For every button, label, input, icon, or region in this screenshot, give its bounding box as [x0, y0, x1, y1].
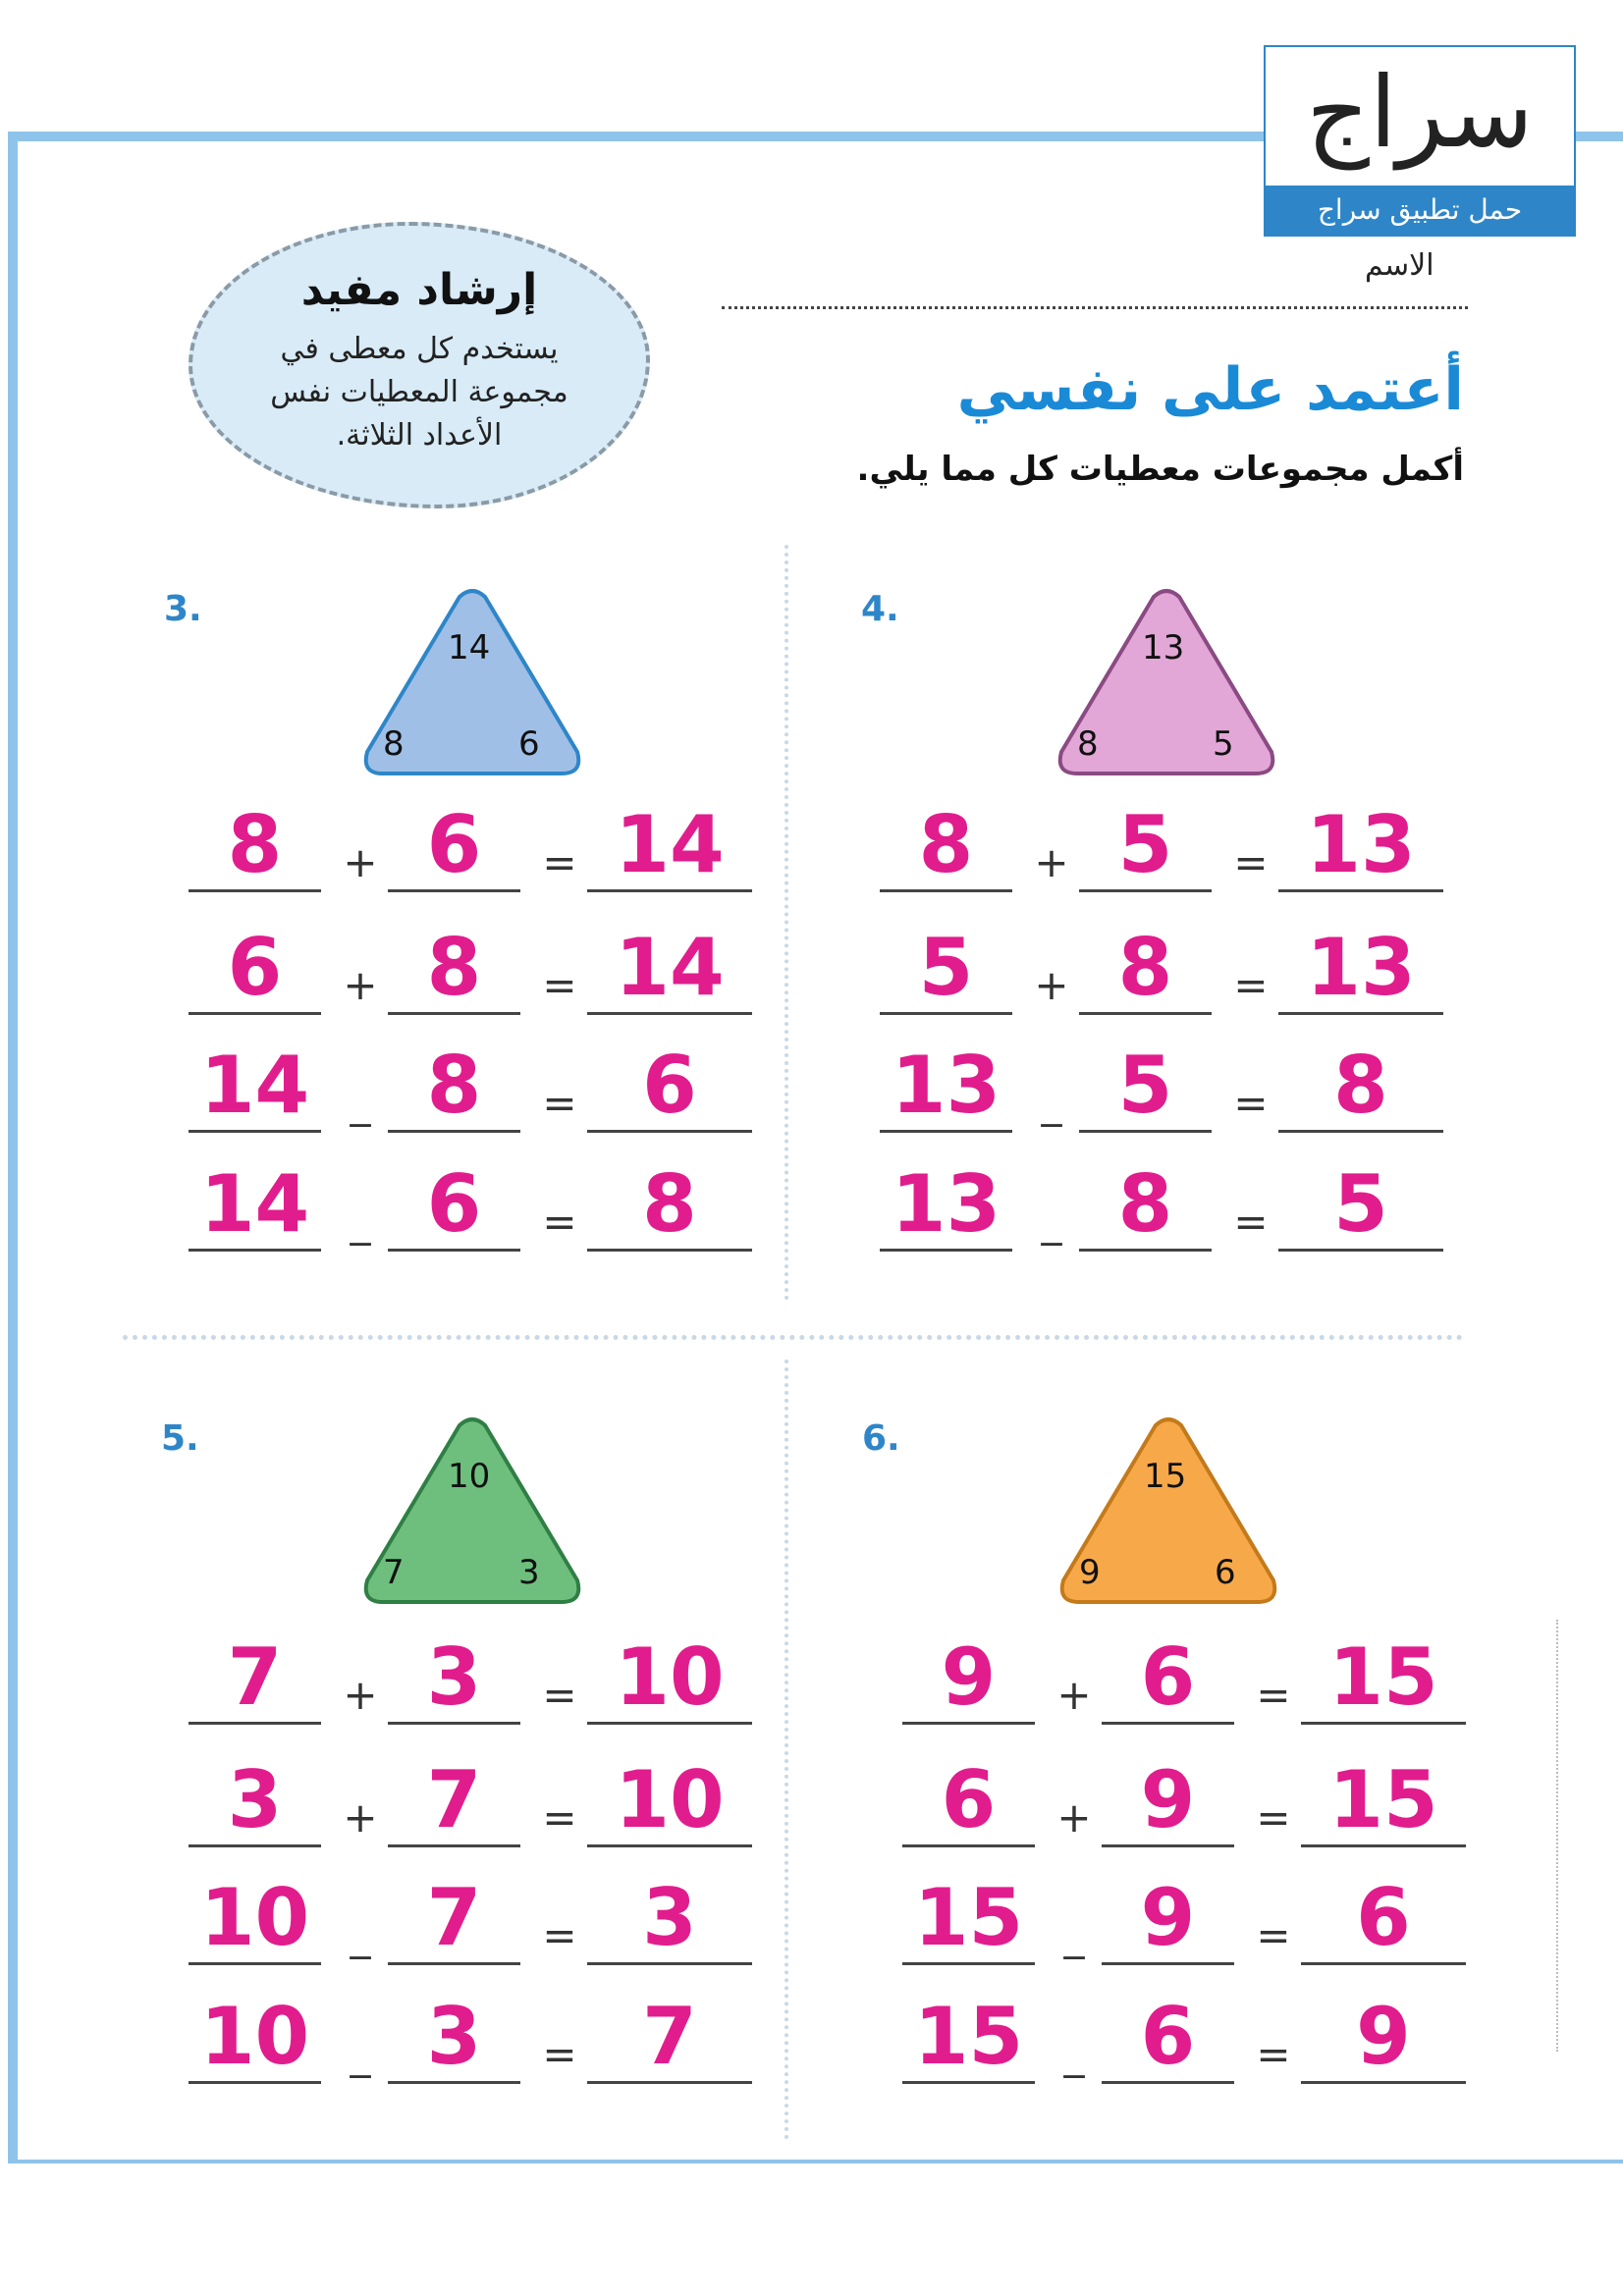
problem-number: 3. — [164, 589, 202, 629]
answer-blank-second[interactable]: 6 — [388, 1156, 520, 1252]
equals-sign: = — [542, 1671, 577, 1719]
operator-sign: + — [343, 961, 378, 1009]
triangle-number-left: 9 — [1079, 1553, 1101, 1592]
equation-row — [189, 797, 778, 895]
answer-blank-result[interactable]: 10 — [587, 1752, 752, 1847]
answer-blank-result[interactable]: 15 — [1301, 1752, 1466, 1847]
answer-blank-second[interactable]: 5 — [1079, 1038, 1212, 1133]
answer-blank-first[interactable]: 3 — [189, 1752, 321, 1847]
triangle-number-top: 13 — [1142, 628, 1185, 667]
equals-sign: = — [1233, 838, 1269, 886]
answer-blank-first[interactable]: 6 — [189, 920, 321, 1015]
answer-blank-first[interactable]: 9 — [902, 1629, 1035, 1725]
equation-row — [902, 1870, 1491, 1968]
answer-blank-second[interactable]: 3 — [388, 1629, 520, 1725]
equals-sign: = — [1256, 1793, 1291, 1842]
equals-sign: = — [1256, 2030, 1291, 2078]
operator-sign: _ — [350, 2030, 371, 2078]
equation-row — [880, 920, 1469, 1018]
answer-blank-second[interactable]: 3 — [388, 1989, 520, 2084]
answer-blank-first[interactable]: 14 — [189, 1038, 321, 1133]
answer-blank-result[interactable]: 9 — [1301, 1989, 1466, 2084]
triangle-number-left: 8 — [383, 724, 405, 764]
equation-row — [189, 1870, 778, 1968]
logo-tagline: حمل تطبيق سراج — [1266, 186, 1574, 235]
answer-blank-result[interactable]: 5 — [1278, 1156, 1443, 1252]
equation-row — [189, 1989, 778, 2087]
problem-number: 5. — [161, 1418, 199, 1459]
fact-family-triangle — [1057, 1414, 1279, 1606]
equation-row — [902, 1989, 1491, 2087]
answer-blank-first[interactable]: 6 — [902, 1752, 1035, 1847]
equals-sign: = — [542, 961, 577, 1009]
answer-blank-second[interactable]: 6 — [1102, 1629, 1234, 1725]
triangle-number-right: 5 — [1213, 724, 1234, 764]
answer-blank-first[interactable]: 5 — [880, 920, 1012, 1015]
equation-row — [189, 1629, 778, 1728]
answer-blank-result[interactable]: 14 — [587, 797, 752, 892]
answer-blank-second[interactable]: 9 — [1102, 1870, 1234, 1965]
answer-blank-result[interactable]: 8 — [1278, 1038, 1443, 1133]
name-input-line[interactable] — [722, 306, 1468, 309]
answer-blank-result[interactable]: 14 — [587, 920, 752, 1015]
triangle-number-right: 6 — [518, 724, 540, 764]
answer-blank-result[interactable]: 13 — [1278, 797, 1443, 892]
answer-blank-first[interactable]: 15 — [902, 1989, 1035, 2084]
equation-row — [189, 1156, 778, 1255]
answer-blank-second[interactable]: 8 — [388, 920, 520, 1015]
answer-blank-first[interactable]: 8 — [189, 797, 321, 892]
operator-sign: _ — [350, 1198, 371, 1246]
problem-number: 4. — [861, 589, 899, 629]
answer-blank-second[interactable]: 8 — [388, 1038, 520, 1133]
equals-sign: = — [542, 2030, 577, 2078]
triangle-number-right: 3 — [518, 1553, 540, 1592]
vertical-divider-top — [784, 545, 788, 1301]
answer-blank-second[interactable]: 9 — [1102, 1752, 1234, 1847]
operator-sign: _ — [1063, 2030, 1085, 2078]
equation-row — [902, 1752, 1491, 1850]
answer-blank-first[interactable]: 8 — [880, 797, 1012, 892]
operator-sign: _ — [350, 1079, 371, 1127]
fact-family-triangle — [361, 585, 583, 777]
equation-row — [189, 920, 778, 1018]
logo-text: سراج — [1306, 55, 1534, 170]
triangle-number-left: 8 — [1077, 724, 1099, 764]
answer-blank-second[interactable]: 6 — [1102, 1989, 1234, 2084]
instruction-text: أكمل مجموعات معطيات كل مما يلي. — [856, 450, 1464, 489]
vertical-copyright-strip — [1556, 1620, 1578, 2052]
fact-family-triangle — [361, 1414, 583, 1606]
equals-sign: = — [1233, 1198, 1269, 1246]
answer-blank-first[interactable]: 13 — [880, 1038, 1012, 1133]
answer-blank-second[interactable]: 6 — [388, 797, 520, 892]
answer-blank-result[interactable]: 10 — [587, 1629, 752, 1725]
equals-sign: = — [1256, 1911, 1291, 1959]
operator-sign: + — [1056, 1793, 1092, 1842]
equals-sign: = — [542, 1198, 577, 1246]
hint-body: يستخدم كل معطى في مجموعة المعطيات نفس الأعداد الثلاثة. — [270, 332, 568, 453]
equation-row — [880, 1038, 1469, 1136]
equation-row — [189, 1752, 778, 1850]
fact-family-triangle — [1055, 585, 1277, 777]
equation-row — [880, 797, 1469, 895]
operator-sign: _ — [1041, 1198, 1062, 1246]
answer-blank-second[interactable]: 8 — [1079, 1156, 1212, 1252]
operator-sign: _ — [1063, 1911, 1085, 1959]
answer-blank-first[interactable]: 14 — [189, 1156, 321, 1252]
answer-blank-result[interactable]: 15 — [1301, 1629, 1466, 1725]
operator-sign: + — [1034, 961, 1069, 1009]
answer-blank-second[interactable]: 7 — [388, 1870, 520, 1965]
equals-sign: = — [1233, 961, 1269, 1009]
answer-blank-second[interactable]: 8 — [1079, 920, 1212, 1015]
answer-blank-second[interactable]: 5 — [1079, 797, 1212, 892]
equals-sign: = — [542, 1911, 577, 1959]
answer-blank-first[interactable]: 10 — [189, 1870, 321, 1965]
triangle-number-top: 10 — [448, 1457, 491, 1496]
equals-sign: = — [542, 1079, 577, 1127]
answer-blank-first[interactable]: 7 — [189, 1629, 321, 1725]
triangle-number-right: 6 — [1215, 1553, 1236, 1592]
equation-row — [880, 1156, 1469, 1255]
operator-sign: + — [343, 838, 378, 886]
horizontal-divider — [123, 1335, 1463, 1340]
operator-sign: + — [343, 1671, 378, 1719]
answer-blank-result[interactable]: 13 — [1278, 920, 1443, 1015]
answer-blank-first[interactable]: 10 — [189, 1989, 321, 2084]
answer-blank-result[interactable]: 6 — [587, 1038, 752, 1133]
operator-sign: + — [1034, 838, 1069, 886]
answer-blank-result[interactable]: 7 — [587, 1989, 752, 2084]
answer-blank-result[interactable]: 8 — [587, 1156, 752, 1252]
equals-sign: = — [1256, 1671, 1291, 1719]
vertical-divider-bottom — [784, 1360, 788, 2140]
brand-logo[interactable] — [1264, 45, 1576, 237]
triangle-number-top: 15 — [1144, 1457, 1187, 1496]
equals-sign: = — [542, 1793, 577, 1842]
answer-blank-second[interactable]: 7 — [388, 1752, 520, 1847]
operator-sign: _ — [1041, 1079, 1062, 1127]
answer-blank-first[interactable]: 13 — [880, 1156, 1012, 1252]
equals-sign: = — [542, 838, 577, 886]
operator-sign: _ — [350, 1911, 371, 1959]
operator-sign: + — [343, 1793, 378, 1842]
equation-row — [189, 1038, 778, 1136]
operator-sign: + — [1056, 1671, 1092, 1719]
answer-blank-result[interactable]: 3 — [587, 1870, 752, 1965]
page-title: أعتمد على نفسي — [956, 355, 1464, 424]
name-label: الاسم — [1365, 248, 1434, 283]
problem-number: 6. — [862, 1418, 900, 1459]
triangle-number-left: 7 — [383, 1553, 405, 1592]
equation-row — [902, 1629, 1491, 1728]
answer-blank-first[interactable]: 15 — [902, 1870, 1035, 1965]
hint-title: إرشاد مفيد — [300, 265, 538, 315]
triangle-number-top: 14 — [448, 628, 491, 667]
equals-sign: = — [1233, 1079, 1269, 1127]
answer-blank-result[interactable]: 6 — [1301, 1870, 1466, 1965]
